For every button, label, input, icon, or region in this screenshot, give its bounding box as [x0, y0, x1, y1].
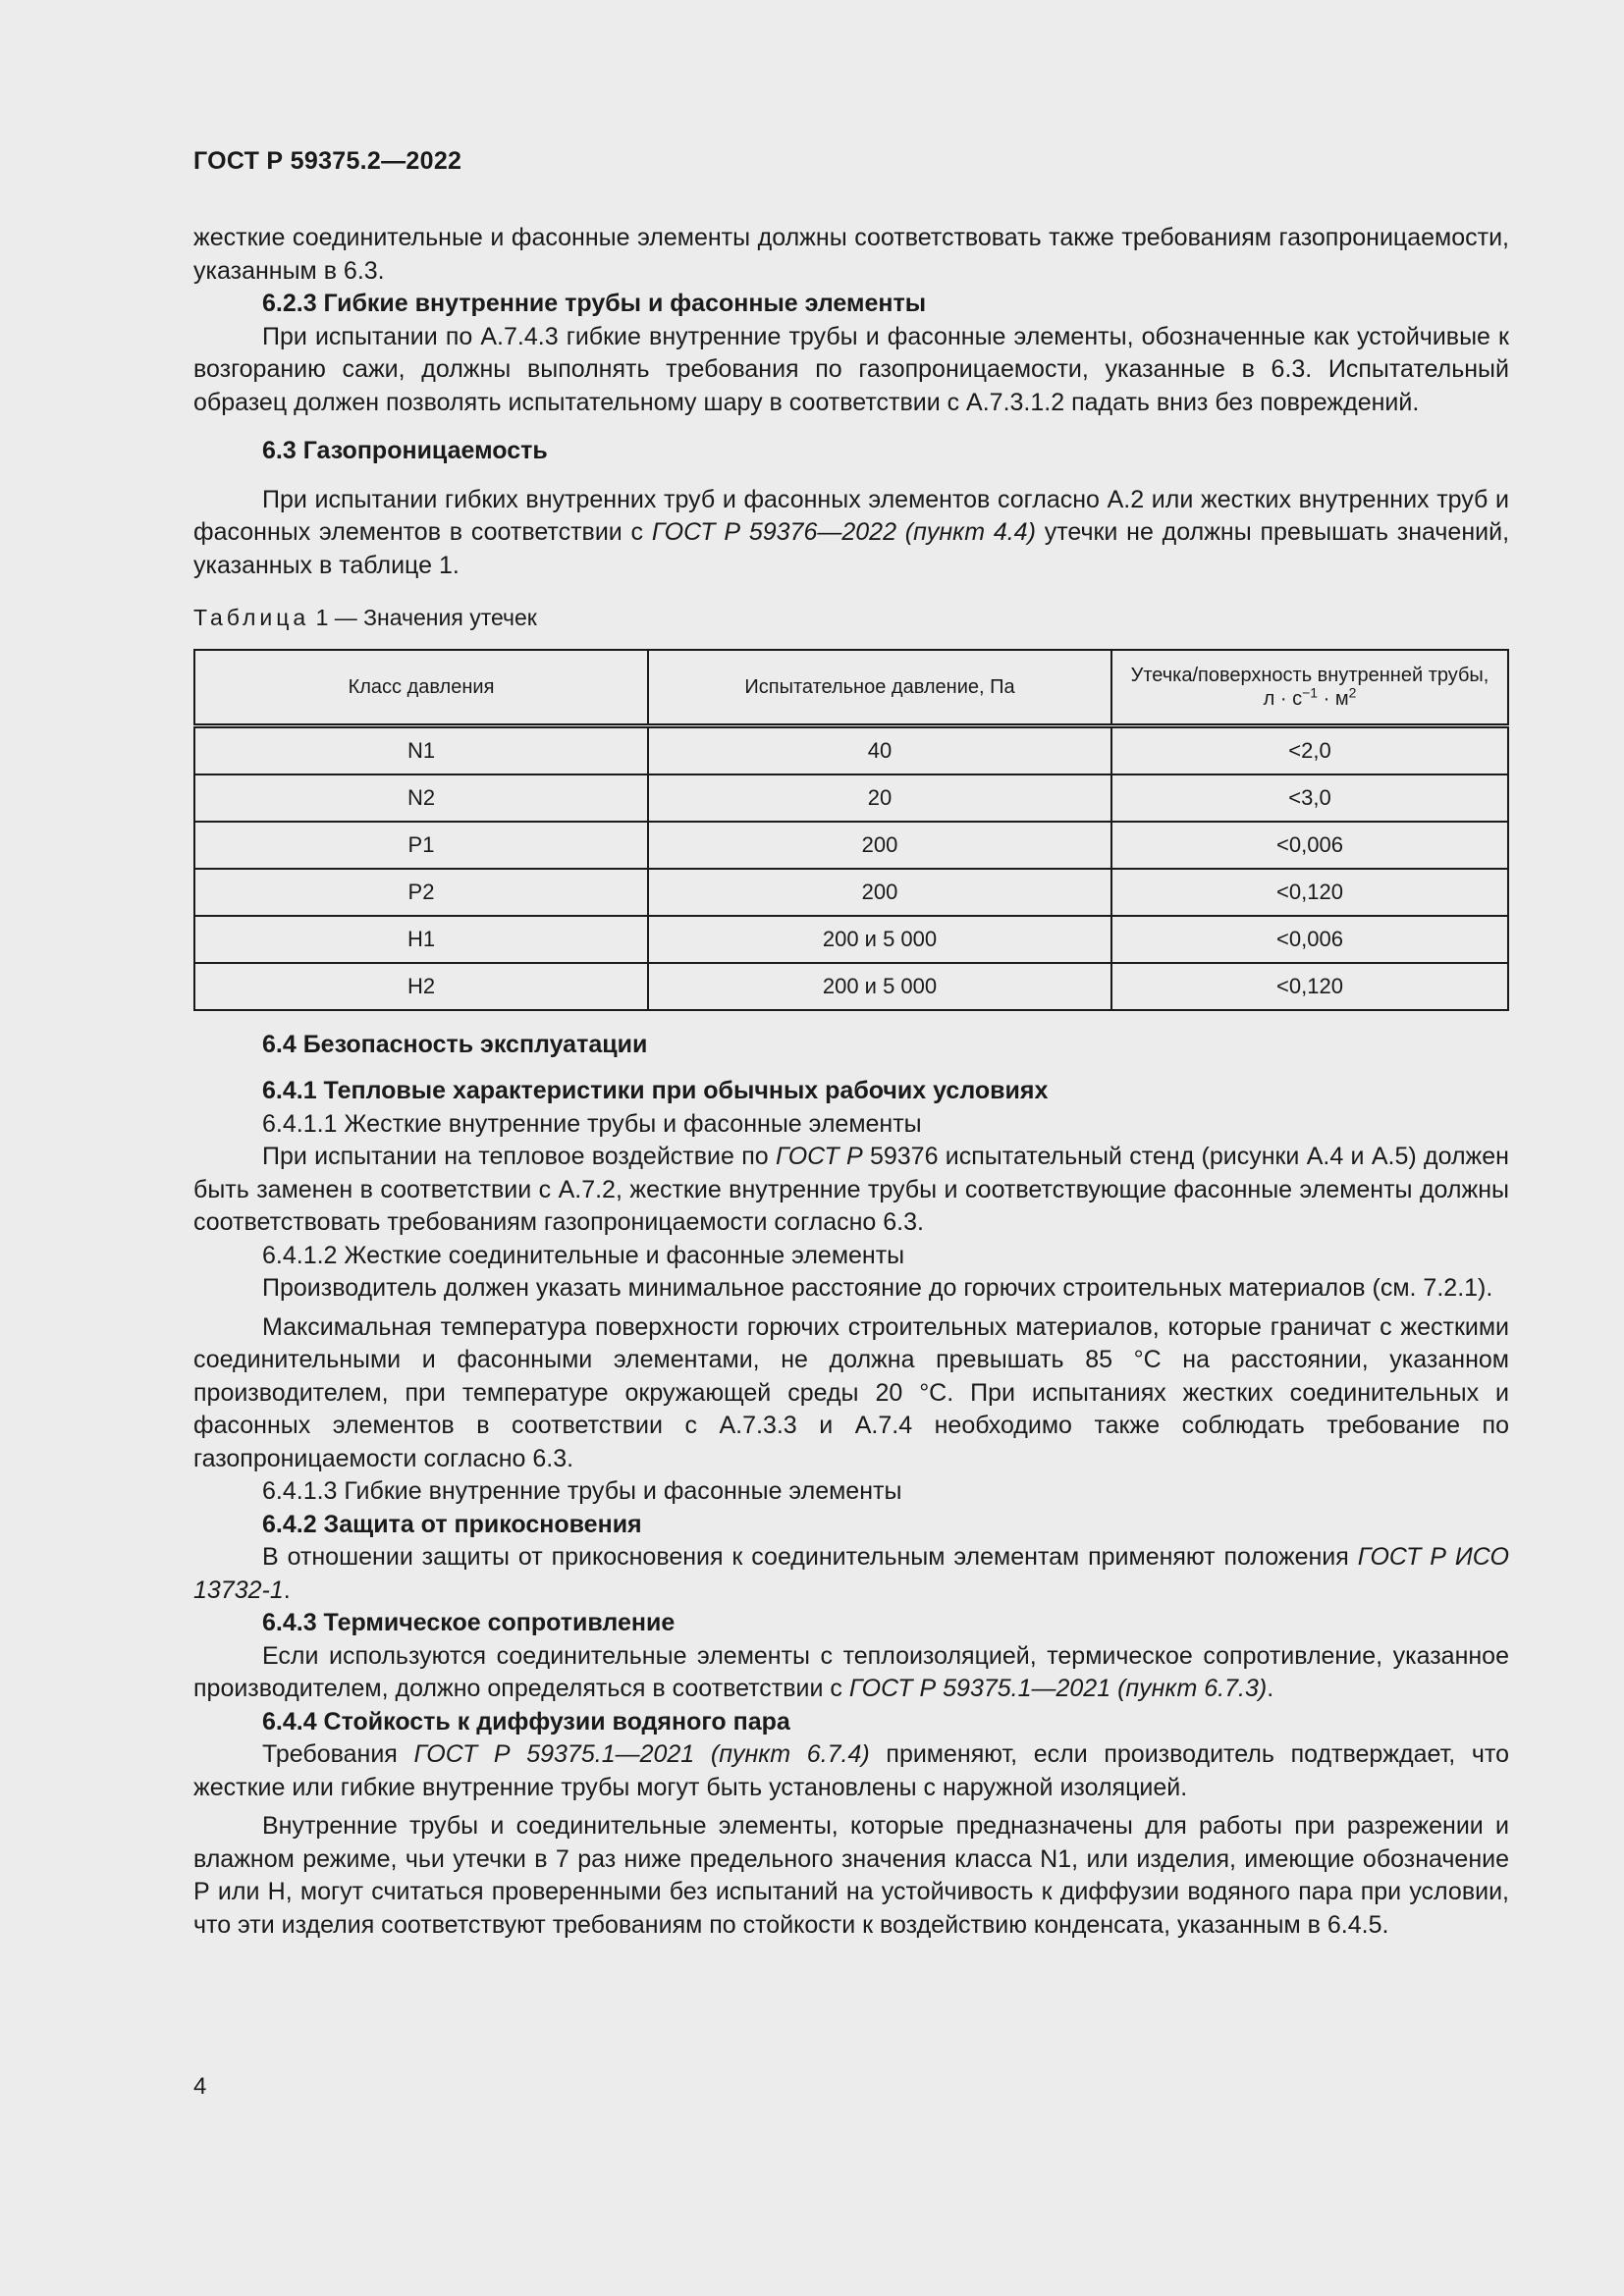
table-cell: <0,120	[1111, 963, 1508, 1010]
reference-link: ГОСТ Р	[775, 1143, 863, 1170]
paragraph-6-4-4-b: Внутренние трубы и соединительные элементы, которые предназначены для работы при разрежении и влажном режиме, чьи утечки в 7 раз ниже предельного значения класса N1, или изделия, имеющие обозначение Р или Н, могут считаться проверенными без испытаний на устойчивость к диффузии водяного пара при условии, что эти изделия соответствуют требованиям по стойкости к воздействию конденсата, указанным в 6.4.5.	[193, 1812, 1509, 1939]
table-cell: 200	[648, 822, 1111, 869]
table-cell: H1	[194, 916, 648, 963]
paragraph-6-4-2	[193, 1541, 1509, 1607]
heading-6-4-2: 6.4.2 Защита от прикосновения	[262, 1510, 642, 1538]
table-cell: N2	[194, 774, 648, 822]
table-cell: <0,006	[1111, 916, 1508, 963]
table-cell: N1	[194, 725, 648, 774]
text-span: Если используются соединительные элементы с теплоизоляцией, термическое сопротивление, указанное производителем, должно определяться в соответствии с	[193, 1641, 1509, 1702]
reference-link: ГОСТ Р 59375.1—2021 (пункт 6.7.3)	[848, 1675, 1268, 1702]
paragraph-intro: жесткие соединительные и фасонные элементы должны соответствовать также требованиям газопроницаемости, указанным в 6.3.	[193, 224, 1509, 285]
reference-link: ГОСТ Р 59376—2022 (пункт 4.4)	[651, 518, 1036, 546]
table-caption	[193, 602, 1509, 635]
text-span: применяют, если производитель подтверждает, что жесткие или гибкие внутренние трубы могут быть установлены с наружной изоляцией.	[193, 1740, 1509, 1801]
text-span: Требования	[262, 1740, 414, 1768]
heading-6-4-3: 6.4.3 Термическое сопротивление	[262, 1609, 676, 1636]
paragraph-6-4-1-1	[193, 1141, 1509, 1240]
text-span: При испытании на тепловое воздействие по	[262, 1143, 776, 1170]
text-span: .	[1267, 1675, 1274, 1702]
paragraph-6-4-1-2-b: Максимальная температура поверхности горючих строительных материалов, которые граничат с жесткими соединительными и фасонными элементами, не должна превышать 85 °С на расстоянии, указанном производителем, при температуре окружающей среды 20 °С. При испытаниях жестких соединительных и фасонных элементов в соответствии с А.7.3.3 и А.7.4 необходимо также соблюдать требование по газопроницаемости согласно 6.3.	[193, 1312, 1509, 1472]
leakage-table	[193, 649, 1509, 1011]
table-cell: H2	[194, 963, 648, 1010]
paragraph-6-4-4-a	[193, 1738, 1509, 1804]
table-cell: P2	[194, 869, 648, 916]
paragraph-6-4-3	[193, 1640, 1509, 1706]
table-cell: P1	[194, 822, 648, 869]
text-span: .	[283, 1575, 291, 1604]
header-pressure-class: Класс давления	[194, 650, 648, 726]
unit-sup: −1	[1302, 683, 1319, 700]
unit-part: · м	[1318, 687, 1349, 710]
table-row	[194, 822, 1508, 869]
heading-6-4-1-1: 6.4.1.1 Жесткие внутренние трубы и фасонные элементы	[262, 1109, 922, 1138]
table-row	[194, 725, 1508, 774]
table-cell: 40	[648, 725, 1111, 774]
table-cell: 200 и 5 000	[648, 916, 1111, 963]
heading-6-4-1-3: 6.4.1.3 Гибкие внутренние трубы и фасонные элементы	[262, 1477, 902, 1505]
header-test-pressure: Испытательное давление, Па	[648, 650, 1111, 726]
table-cell: 20	[648, 774, 1111, 822]
heading-6-2-3: 6.2.3 Гибкие внутренние трубы и фасонные элементы	[262, 290, 927, 317]
table-row	[194, 963, 1508, 1010]
table-header-row	[194, 650, 1508, 726]
unit-sup: 2	[1348, 683, 1357, 700]
caption-rest: 1 — Значения утечек	[309, 605, 537, 630]
reference-link: ГОСТ Р 59375.1—2021 (пункт 6.7.4)	[413, 1740, 870, 1768]
unit-part: л · с	[1263, 687, 1303, 710]
table-row	[194, 869, 1508, 916]
header-leakage	[1111, 650, 1508, 726]
table-cell: <0,006	[1111, 822, 1508, 869]
document-header: ГОСТ Р 59375.2—2022	[193, 147, 462, 175]
table-cell: <0,120	[1111, 869, 1508, 916]
page-number: 4	[193, 2073, 207, 2100]
heading-6-4-4: 6.4.4 Стойкость к диффузии водяного пара	[262, 1707, 790, 1735]
heading-6-4-1: 6.4.1 Тепловые характеристики при обычных рабочих условиях	[262, 1077, 1049, 1104]
header-leakage-label: Утечка/поверхность внутренней трубы,	[1130, 664, 1489, 686]
table-cell: <2,0	[1111, 725, 1508, 774]
table-row	[194, 916, 1508, 963]
table-row	[194, 774, 1508, 822]
document-body	[193, 222, 1509, 1942]
paragraph-6-3	[193, 484, 1509, 583]
heading-6-3: 6.3 Газопроницаемость	[262, 437, 548, 464]
reference-link: ГОСТ Р ИСО 13732-1	[193, 1543, 1509, 1604]
text-span: В отношении защиты от прикосновения к соединительным элементам применяют положения	[262, 1543, 1358, 1571]
paragraph-6-4-1-2-a: Производитель должен указать минимальное расстояние до горючих строительных материалов (см. 7.2.1).	[262, 1274, 1493, 1302]
caption-word: Таблица	[193, 605, 310, 630]
table-cell: <3,0	[1111, 774, 1508, 822]
table-cell: 200 и 5 000	[648, 963, 1111, 1010]
text-span: При испытании гибких внутренних труб и фасонных элементов согласно А.2 или жестких внутренних труб и фасонных элементов в соответствии с	[193, 485, 1509, 546]
text-span: утечки не должны превышать значений, указанных в таблице 1.	[193, 518, 1510, 579]
text-span: 59376 испытательный стенд (рисунки А.4 и А.5) должен быть заменен в соответствии с А.7.2, жесткие внутренние трубы и соответствующие фасонные элементы должны соответствовать требованиям газопроницаемости согласно 6.3.	[193, 1143, 1509, 1236]
heading-6-4-1-2: 6.4.1.2 Жесткие соединительные и фасонные элементы	[262, 1241, 905, 1269]
heading-6-4: 6.4 Безопасность эксплуатации	[262, 1030, 648, 1058]
table-cell: 200	[648, 869, 1111, 916]
paragraph-6-2-3: При испытании по А.7.4.3 гибкие внутренние трубы и фасонные элементы, обозначенные как устойчивые к возгоранию сажи, должны выполнять требования по газопроницаемости, указанные в 6.3. Испытательный образец должен позволять испытательному шару в соответствии с А.7.3.1.2 падать вниз без повреждений.	[193, 322, 1509, 416]
